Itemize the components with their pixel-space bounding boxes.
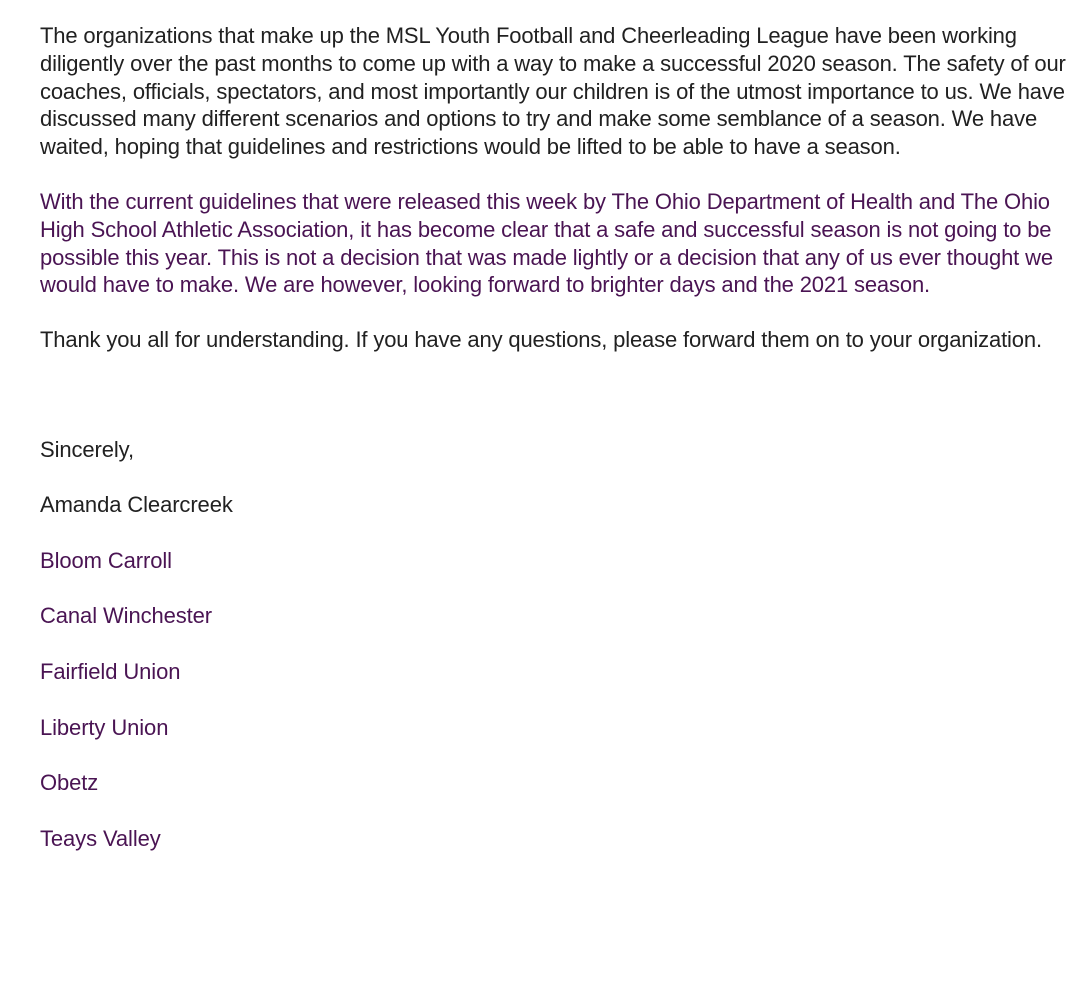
paragraph-decision: With the current guidelines that were released this week by The Ohio Department of Health and The Ohio High School Athletic Association, it has become clear that a safe and successful season is not going to be possible this year. This is not a decision that was made lightly or a decision that any of us ever thought we would have to make. We are however, looking forward to brighter days and the 2021 season. <box>40 188 1053 298</box>
signers-list <box>40 491 1070 853</box>
signer-liberty-union: Liberty Union <box>40 714 169 740</box>
signer-fairfield-union: Fairfield Union <box>40 658 181 684</box>
signer-canal-winchester: Canal Winchester <box>40 603 213 629</box>
paragraph-intro: The organizations that make up the MSL Youth Football and Cheerleading League have been working diligently over the past months to come up with a way to make a successful 2020 season. The safety of our coaches, officials, spectators, and most importantly our children is of the utmost importance to us. We have discussed many different scenarios and options to try and make some semblance of a season. We have waited, hoping that guidelines and restrictions would be lifted to be able to have a season. <box>40 23 1066 160</box>
signer-obetz: Obetz <box>40 770 99 796</box>
paragraph-thanks: Thank you all for understanding. If you have any questions, please forward them on to your organization. <box>40 327 1042 353</box>
signer-teays-valley: Teays Valley <box>40 825 161 851</box>
letter-body <box>40 22 1070 880</box>
signer-amanda-clearcreek: Amanda Clearcreek <box>40 491 233 517</box>
closing: Sincerely, <box>40 436 134 462</box>
signer-bloom-carroll: Bloom Carroll <box>40 547 172 573</box>
